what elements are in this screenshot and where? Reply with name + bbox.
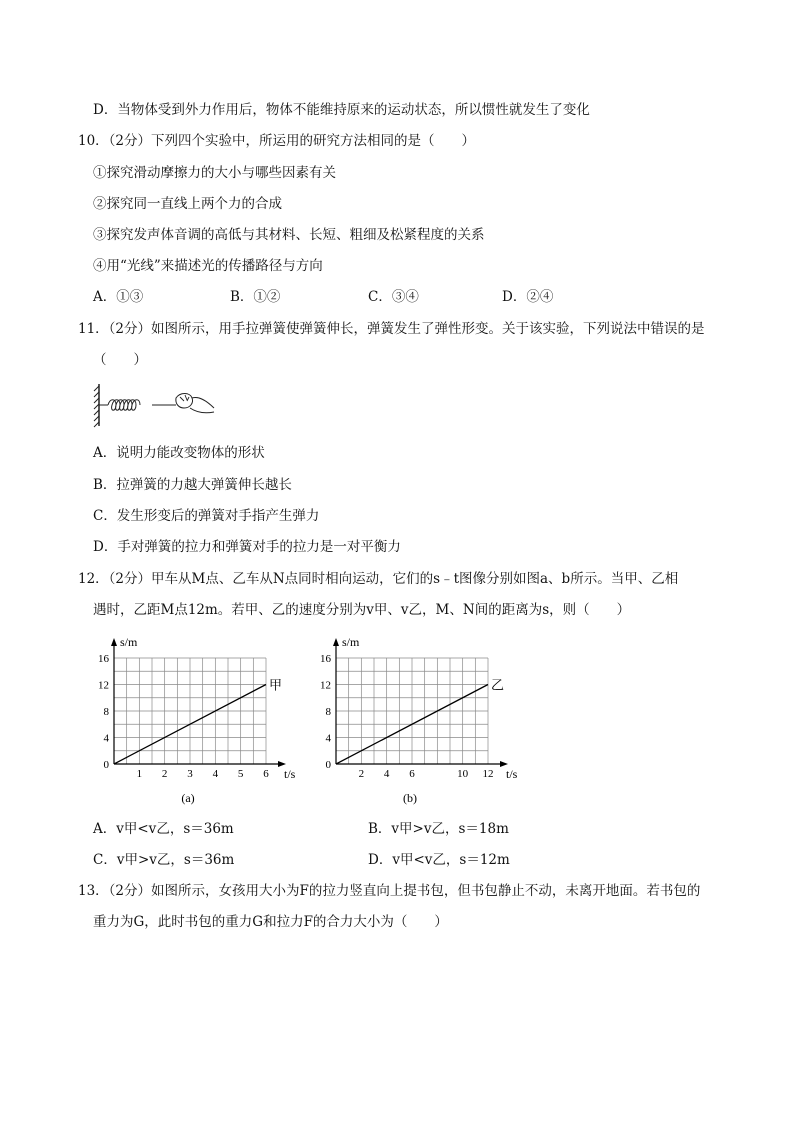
x-axis-label: t/s (284, 767, 296, 781)
x-axis-label: t/s (506, 767, 518, 781)
chart-caption: (a) (181, 791, 195, 805)
x-tick-label: 6 (409, 768, 415, 780)
q10-item-4: ④用“光线”来描述光的传播路径与方向 (93, 258, 323, 274)
y-axis-arrow (111, 638, 117, 646)
x-tick-label: 1 (136, 768, 143, 780)
y-tick-label: 4 (325, 732, 331, 745)
y-tick-label: 8 (103, 706, 109, 718)
chart-b (310, 628, 540, 810)
q12-stem-line2: 遇时，乙距M点12m。若甲、乙的速度分别为v甲、v乙，M、N间的距离为s，则（ ） (93, 602, 631, 618)
q11-option-c: C．发生形变后的弹簧对手指产生弹力 (93, 508, 320, 524)
y-axis-label: s/m (342, 635, 360, 649)
x-tick-label: 10 (457, 768, 469, 780)
q10-option-b: B．①② (230, 289, 281, 305)
q10-option-d: D．②④ (502, 289, 554, 305)
y-tick-label: 4 (103, 732, 109, 745)
q10-item-1: ①探究滑动摩擦力的大小与哪些因素有关 (93, 165, 336, 181)
q10-item-2: ②探究同一直线上两个力的合成 (93, 196, 282, 212)
y-tick-label: 0 (325, 759, 331, 771)
y-axis-label: s/m (120, 635, 138, 649)
chart-caption: (b) (403, 791, 417, 805)
y-tick-label: 16 (98, 653, 109, 665)
q11-option-a: A．说明力能改变物体的形状 (93, 445, 265, 461)
y-tick-label: 0 (103, 759, 109, 771)
q11-stem-line1: 11．（2分）如图所示，用手拉弹簧使弹簧伸长，弹簧发生了弹性形变。关于该实验，下列说法中错误的是 (78, 321, 705, 337)
x-tick-label: 3 (187, 768, 193, 780)
y-tick-label: 12 (98, 679, 109, 692)
chart-a (88, 628, 308, 810)
q12-option-b: B．v甲>v乙，s＝18m (368, 821, 509, 837)
x-tick-label: 6 (263, 768, 269, 780)
q13-stem-line2: 重力为G，此时书包的重力G和拉力F的合力大小为（ ） (93, 914, 448, 930)
spring-hand-figure (92, 380, 220, 430)
x-tick-label: 4 (383, 768, 390, 780)
q10-option-a: A．①③ (93, 289, 144, 305)
q12-option-a: A．v甲<v乙，s＝36m (93, 821, 234, 837)
q11-stem-line2: （ ） (93, 352, 147, 368)
q11-option-d: D．手对弹簧的拉力和弹簧对手的拉力是一对平衡力 (93, 539, 401, 555)
y-axis-arrow (333, 638, 339, 646)
q12-stem-line1: 12．（2分）甲车从M点、乙车从N点同时相向运动，它们的s﹣t图像分别如图a、b所示。当甲、乙相 (78, 571, 679, 587)
y-tick-label: 16 (320, 653, 331, 665)
q13-stem-line1: 13．（2分）如图所示，女孩用大小为F的拉力竖直向上提书包，但书包静止不动，未离开地面。若书包的 (78, 883, 701, 899)
q11-option-b: B．拉弹簧的力越大弹簧伸长越长 (93, 477, 292, 493)
series-label: 乙 (491, 677, 505, 693)
q12-option-c: C．v甲>v乙，s＝36m (93, 852, 235, 868)
y-tick-label: 8 (325, 706, 331, 718)
q10-option-c: C．③④ (368, 289, 419, 305)
x-tick-label: 12 (482, 768, 494, 780)
q10-item-3: ③探究发声体音调的高低与其材料、长短、粗细及松紧程度的关系 (93, 227, 485, 243)
series-label: 甲 (269, 677, 283, 693)
x-tick-label: 2 (358, 768, 365, 780)
y-tick-label: 12 (320, 679, 331, 692)
x-tick-label: 5 (237, 768, 244, 780)
x-tick-label: 4 (212, 768, 219, 780)
x-tick-label: 2 (161, 768, 168, 780)
q12-option-d: D．v甲<v乙，s＝12m (368, 852, 510, 868)
q9-option-d: D．当物体受到外力作用后，物体不能维持原来的运动状态，所以惯性就发生了变化 (93, 102, 590, 118)
q10-stem: 10．（2分）下列四个实验中，所运用的研究方法相同的是（ ） (78, 133, 476, 149)
